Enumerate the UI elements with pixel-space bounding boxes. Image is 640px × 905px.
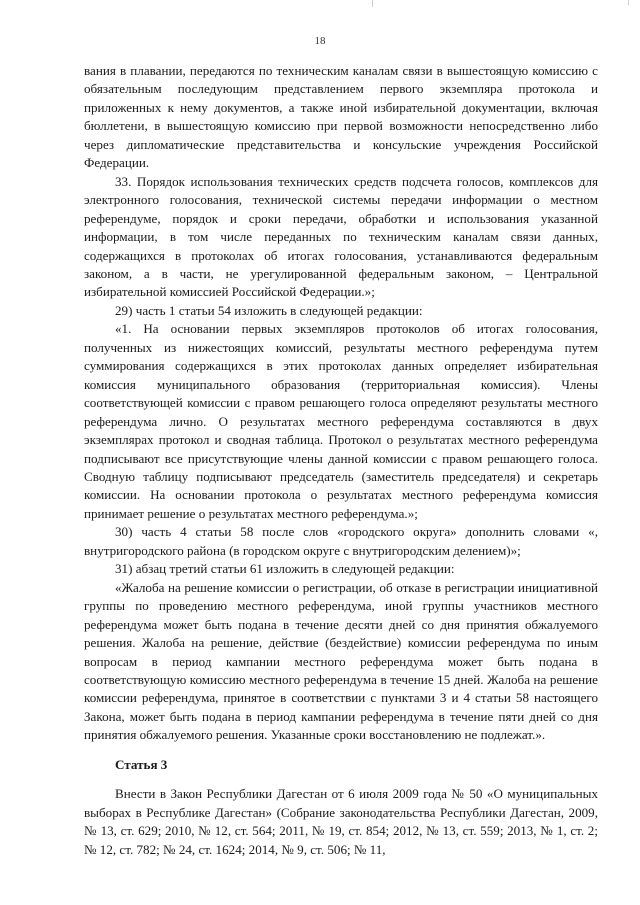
paragraph-quoted-complaint: «Жалоба на решение комиссии о регистрации, об отказе в регистрации инициативной группы по проведению местного референдума, иной группы участников местного референдума может быть подана в течение десяти дней со дня принятия обжалуемого решения. Жалоба на решение, действие (бездействие) комиссии референдума по иным вопросам в период кампании местного референдума может быть подана в соответствующую комиссию местного референдума в течение 15 дней. Жалоба на решение комиссии референдума, принятое в соответствии с пунктами 3 и 4 статьи 58 настоящего Закона, может быть подана в период кампании референдума в течение пяти дней со дня принятия обжалуемого решения. Указанные сроки восстановлению не подлежат.». <box>84 579 598 743</box>
page-number: 18 <box>314 35 326 47</box>
paragraph-amendment-30: 30) часть 4 статьи 58 после слов «городского округа» дополнить словами «, внутригородского района (в городском округе с внутригородским делением)»; <box>84 524 598 558</box>
scan-artifact <box>628 0 629 5</box>
paragraph-amendment-29: 29) часть 1 статьи 54 изложить в следующей редакции: <box>115 302 423 318</box>
document-body <box>84 62 598 859</box>
paragraph-article-3-text: Внести в Закон Республики Дагестан от 6 июля 2009 года № 50 «О муниципальных выборах в Республике Дагестан» (Собрание законодательства Республики Дагестан, 2009, № 13, ст. 629; 2010, № 12, ст. 564; 2011, № 19, ст. 854; 2012, № 13, ст. 559; 2013, № 1, ст. 2; № 12, ст. 782; № 24, ст. 1624; 2014, № 9, ст. 506; № 11, <box>84 786 598 857</box>
paragraph-item-33: 33. Порядок использования технических средств подсчета голосов, комплексов для электронного голосования, технической системы передачи информации о местном референдуме, порядок и сроки передачи, обработки и использования указанной информации, в том числе переданных по техническим каналам связи данных, содержащихся в протоколах об итогах голосования, устанавливаются федеральным законом, а в части, не урегулированной федеральным законом, – Центральной избирательной комиссией Российской Федерации.»; <box>84 173 598 300</box>
article-heading: Статья 3 <box>115 756 168 772</box>
paragraph-quoted-part-1: «1. На основании первых экземпляров протоколов об итогах голосования, полученных из нижестоящих комиссий, результаты местного референдума путем суммирования содержащихся в этих протоколах данных определяет избирательная комиссия муниципального образования (территориальная комиссия). Члены соответствующей комиссии с правом решающего голоса определяют результаты местного референдума лично. О результатах местного референдума составляются в двух экземплярах протокол и сводная таблица. Протокол о результатах местного референдума подписывают все присутствующие члены данной комиссии с правом решающего голоса. Сводную таблицу подписывают председатель (заместитель председателя) и секретарь комиссии. На основании протокола о результатах местного референдума комиссия принимает решение о результатах местного референдума.»; <box>84 321 598 521</box>
paragraph-continuation: вания в плавании, передаются по техническим каналам связи в вышестоящую комиссию с обязательным последующим представлением первого экземпляра протокола и приложенных к нему документов, а также иной избирательной документации, включая бюллетени, в вышестоящую комиссию при первой возможности непосредственно либо через дипломатические представительства и консульские учреждения Российской Федерации. <box>84 63 598 171</box>
paragraph-amendment-31: 31) абзац третий статьи 61 изложить в следующей редакции: <box>115 561 455 577</box>
scan-artifact <box>372 0 373 7</box>
